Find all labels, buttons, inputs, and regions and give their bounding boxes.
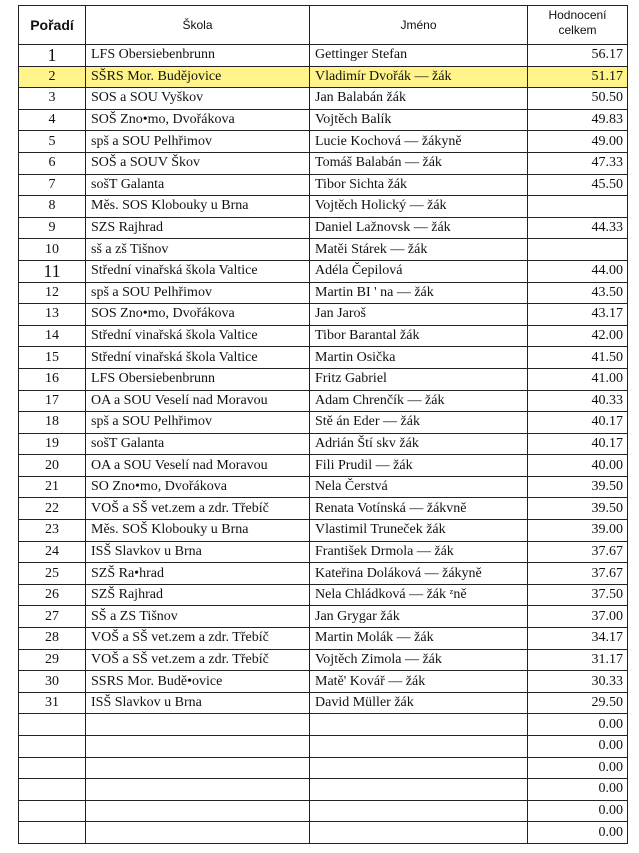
school-cell: VOŠ a SŠ vet.zem a zdr. Třebíč (86, 628, 310, 650)
score-cell: 44.33 (528, 217, 628, 239)
table-row (19, 217, 628, 239)
rank-cell: 31 (19, 692, 86, 714)
rank-cell (19, 800, 86, 822)
name-cell (310, 822, 528, 844)
name-cell: Jan Grygar žák (310, 606, 528, 628)
rank-cell: 26 (19, 584, 86, 606)
rank-cell: 29 (19, 649, 86, 671)
table-row (19, 239, 628, 261)
table-row (19, 390, 628, 412)
school-cell: SOŠ a SOUV Škov (86, 152, 310, 174)
name-cell: František Drmola — žák (310, 541, 528, 563)
name-cell (310, 800, 528, 822)
school-cell: SSRS Mor. Budě•ovice (86, 671, 310, 693)
school-cell: spš a SOU Pelhřimov (86, 412, 310, 434)
table-row (19, 563, 628, 585)
school-cell (86, 779, 310, 801)
school-cell (86, 736, 310, 758)
table-row (19, 152, 628, 174)
table-row (19, 757, 628, 779)
rank-cell: 18 (19, 412, 86, 434)
name-cell: Kateřina Doláková — žákyně (310, 563, 528, 585)
name-cell: Renata Votínská — žákvně (310, 498, 528, 520)
name-cell (310, 757, 528, 779)
rank-cell: 8 (19, 196, 86, 218)
school-cell: spš a SOU Pelhřimov (86, 131, 310, 153)
rank-cell: 20 (19, 455, 86, 477)
table-row (19, 88, 628, 110)
name-cell: Martin BI ' na — žák (310, 282, 528, 304)
score-cell: 0.00 (528, 757, 628, 779)
score-cell: 43.17 (528, 304, 628, 326)
score-cell: 40.17 (528, 412, 628, 434)
score-cell: 30.33 (528, 671, 628, 693)
table-row (19, 671, 628, 693)
school-cell: Střední vinařská škola Valtice (86, 260, 310, 282)
name-cell: Jan Balabán žák (310, 88, 528, 110)
score-cell (528, 239, 628, 261)
table-row (19, 45, 628, 67)
table-row (19, 304, 628, 326)
school-cell: ISŠ Slavkov u Brna (86, 692, 310, 714)
school-cell: SOŠ Zno•mo, Dvořákova (86, 109, 310, 131)
table-row (19, 109, 628, 131)
table-row (19, 541, 628, 563)
school-cell: sošT Galanta (86, 174, 310, 196)
school-cell: SZS Rajhrad (86, 217, 310, 239)
score-cell: 0.00 (528, 822, 628, 844)
school-cell (86, 822, 310, 844)
rank-cell: 17 (19, 390, 86, 412)
rank-cell: 14 (19, 325, 86, 347)
table-row (19, 368, 628, 390)
school-cell: spš a SOU Pelhřimov (86, 282, 310, 304)
rank-cell: 15 (19, 347, 86, 369)
score-cell: 37.00 (528, 606, 628, 628)
total-header-line2: celkem (558, 23, 597, 37)
name-cell: Martin Osička (310, 347, 528, 369)
name-cell: Fritz Gabriel (310, 368, 528, 390)
school-cell: Střední vinařská škola Valtice (86, 347, 310, 369)
score-cell: 49.00 (528, 131, 628, 153)
table-row (19, 174, 628, 196)
name-cell (310, 779, 528, 801)
name-cell: Vlastimil Truneček žák (310, 520, 528, 542)
score-cell: 0.00 (528, 779, 628, 801)
score-cell: 0.00 (528, 736, 628, 758)
name-cell: Vojtěch Holický — žák (310, 196, 528, 218)
school-cell: SOS a SOU Vyškov (86, 88, 310, 110)
name-cell: Nela Chládková — žák ᶻně (310, 584, 528, 606)
rank-cell (19, 714, 86, 736)
rank-cell: 7 (19, 174, 86, 196)
school-cell: SŠ a ZS Tišnov (86, 606, 310, 628)
table-row-highlighted (19, 66, 628, 88)
table-row (19, 520, 628, 542)
table-row (19, 736, 628, 758)
rank-cell: 3 (19, 88, 86, 110)
school-cell (86, 714, 310, 736)
school-cell: OA a SOU Veselí nad Moravou (86, 390, 310, 412)
school-cell: OA a SOU Veselí nad Moravou (86, 455, 310, 477)
name-cell: Nela Čerstvá (310, 476, 528, 498)
name-cell: Daniel Lažnovsk — žák (310, 217, 528, 239)
rank-cell: 23 (19, 520, 86, 542)
name-cell: Jan Jaroš (310, 304, 528, 326)
score-cell: 40.17 (528, 433, 628, 455)
name-cell: Gettinger Stefan (310, 45, 528, 67)
name-cell: Adam Chrenčík — žák (310, 390, 528, 412)
school-cell: VOŠ a SŠ vet.zem a zdr. Třebíč (86, 649, 310, 671)
table-row (19, 476, 628, 498)
school-cell: VOŠ a SŠ vet.zem a zdr. Třebíč (86, 498, 310, 520)
name-cell: Tibor Barantal žák (310, 325, 528, 347)
name-cell: Vojtěch Balík (310, 109, 528, 131)
rank-cell: 25 (19, 563, 86, 585)
table-row (19, 455, 628, 477)
rank-cell (19, 779, 86, 801)
rank-cell: 4 (19, 109, 86, 131)
table-row (19, 649, 628, 671)
table-row (19, 325, 628, 347)
rank-cell: 22 (19, 498, 86, 520)
name-cell: Stě án Eder — žák (310, 412, 528, 434)
rank-cell: 2 (19, 66, 86, 88)
score-cell: 45.50 (528, 174, 628, 196)
school-cell: SOS Zno•mo, Dvořákova (86, 304, 310, 326)
table-row (19, 260, 628, 282)
name-cell: Lucie Kochová — žákyně (310, 131, 528, 153)
table-row (19, 584, 628, 606)
score-cell: 40.33 (528, 390, 628, 412)
rank-cell (19, 757, 86, 779)
score-cell: 31.17 (528, 649, 628, 671)
score-cell: 49.83 (528, 109, 628, 131)
score-cell: 56.17 (528, 45, 628, 67)
table-row (19, 412, 628, 434)
school-cell (86, 800, 310, 822)
table-row (19, 433, 628, 455)
school-cell: LFS Obersiebenbrunn (86, 45, 310, 67)
name-cell: Tomáš Balabán — žák (310, 152, 528, 174)
rank-cell: 6 (19, 152, 86, 174)
score-cell: 41.50 (528, 347, 628, 369)
score-cell: 39.50 (528, 498, 628, 520)
school-cell: Střední vinařská škola Valtice (86, 325, 310, 347)
table-row (19, 131, 628, 153)
name-cell: Vojtěch Zimola — žák (310, 649, 528, 671)
rank-cell: 13 (19, 304, 86, 326)
score-cell (528, 196, 628, 218)
name-cell: Martin Molák — žák (310, 628, 528, 650)
rank-cell (19, 736, 86, 758)
score-cell: 44.00 (528, 260, 628, 282)
score-cell: 41.00 (528, 368, 628, 390)
rank-cell: 11 (19, 260, 86, 282)
score-cell: 50.50 (528, 88, 628, 110)
rank-cell: 16 (19, 368, 86, 390)
school-cell: SŠRS Mor. Budějovice (86, 66, 310, 88)
table-row (19, 498, 628, 520)
table-row (19, 822, 628, 844)
score-cell: 39.00 (528, 520, 628, 542)
table-row (19, 196, 628, 218)
score-cell: 39.50 (528, 476, 628, 498)
header-row (19, 6, 628, 45)
rank-cell: 24 (19, 541, 86, 563)
school-cell: SZŠ Rajhrad (86, 584, 310, 606)
name-cell (310, 714, 528, 736)
table-row (19, 779, 628, 801)
name-cell (310, 736, 528, 758)
score-cell: 42.00 (528, 325, 628, 347)
rank-header: Pořadí (19, 6, 86, 45)
name-cell: Adéla Čepilová (310, 260, 528, 282)
score-cell: 40.00 (528, 455, 628, 477)
score-cell: 34.17 (528, 628, 628, 650)
table-row (19, 628, 628, 650)
results-table (18, 5, 628, 844)
rank-cell: 1 (19, 45, 86, 67)
table-row (19, 800, 628, 822)
school-cell: Měs. SOS Klobouky u Brna (86, 196, 310, 218)
rank-cell: 10 (19, 239, 86, 261)
score-cell: 0.00 (528, 800, 628, 822)
table-row (19, 347, 628, 369)
score-cell: 51.17 (528, 66, 628, 88)
school-cell: sš a zš Tišnov (86, 239, 310, 261)
table-row (19, 692, 628, 714)
name-cell: David Müller žák (310, 692, 528, 714)
score-cell: 47.33 (528, 152, 628, 174)
total-header-line1: Hodnocení (548, 8, 607, 22)
school-cell: SO Zno•mo, Dvořákova (86, 476, 310, 498)
table-row (19, 714, 628, 736)
school-cell: LFS Obersiebenbrunn (86, 368, 310, 390)
school-cell: ISŠ Slavkov u Brna (86, 541, 310, 563)
rank-cell: 27 (19, 606, 86, 628)
name-cell: Fili Prudil — žák (310, 455, 528, 477)
score-cell: 37.67 (528, 563, 628, 585)
rank-cell (19, 822, 86, 844)
rank-cell: 21 (19, 476, 86, 498)
score-cell: 43.50 (528, 282, 628, 304)
score-cell: 29.50 (528, 692, 628, 714)
score-cell: 37.50 (528, 584, 628, 606)
table-row (19, 606, 628, 628)
school-header: Škola (86, 6, 310, 45)
school-cell (86, 757, 310, 779)
school-cell: Měs. SOŠ Klobouky u Brna (86, 520, 310, 542)
rank-cell: 5 (19, 131, 86, 153)
score-cell: 0.00 (528, 714, 628, 736)
total-header (528, 6, 628, 45)
name-cell: Adrián Ští skv žák (310, 433, 528, 455)
rank-cell: 28 (19, 628, 86, 650)
name-cell: Matěi Stárek — žák (310, 239, 528, 261)
name-cell: Tibor Sichta žák (310, 174, 528, 196)
rank-cell: 9 (19, 217, 86, 239)
rank-cell: 30 (19, 671, 86, 693)
rank-cell: 12 (19, 282, 86, 304)
school-cell: sošT Galanta (86, 433, 310, 455)
name-cell: Matě' Kovář — žák (310, 671, 528, 693)
school-cell: SZŠ Ra•hrad (86, 563, 310, 585)
rank-cell: 19 (19, 433, 86, 455)
name-cell: Vladimír Dvořák — žák (310, 66, 528, 88)
name-header: Jméno (310, 6, 528, 45)
score-cell: 37.67 (528, 541, 628, 563)
table-row (19, 282, 628, 304)
